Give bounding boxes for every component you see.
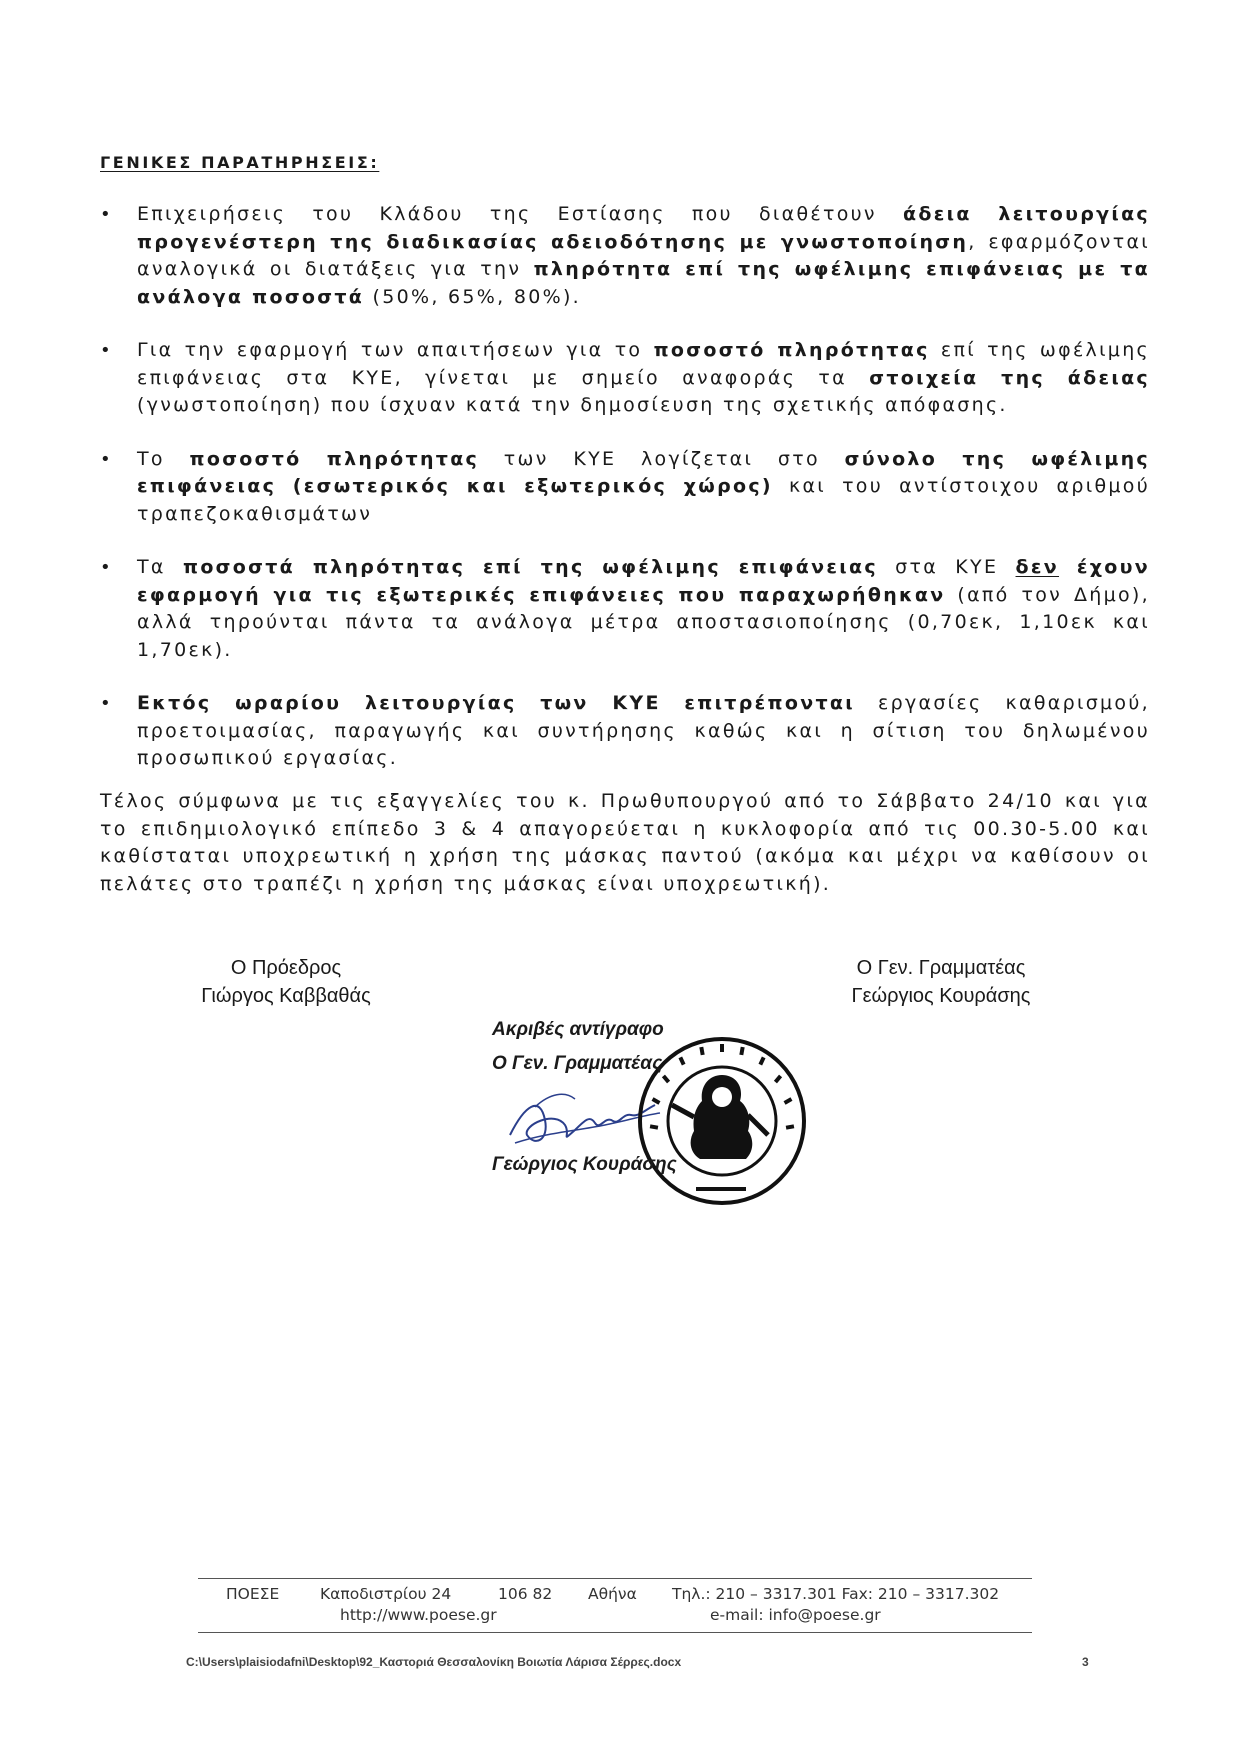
bullet-text-run: πληρότητα επί της ωφέλιμης επιφάνειας με τα ανάλογα ποσοστά [137,258,1151,308]
bullet-dot: • [100,340,111,361]
president-role: Ο Πρόεδρος [230,957,342,979]
bullet-dot: • [100,448,111,470]
bullet-text-run: και του αντίστοιχου αριθμού τραπεζοκαθισμάτων [137,475,1151,525]
bullet-text-run: ποσοστό πληρότητας [189,447,480,470]
bullet-dot: • [100,557,111,578]
section-title: ΓΕΝΙΚΕΣ ΠΑΡΑΤΗΡΗΣΕΙΣ: [100,153,380,172]
bullet-item [100,554,1150,664]
footer-address: Καποδιστρίου 24 [320,1585,452,1603]
page-number: 3 [1082,1655,1089,1669]
bullet-text-run: στα ΚΥΕ [877,556,1016,578]
bullet-text-run: Το [137,447,190,470]
bullet-dot: • [100,693,111,714]
bullet-text-run: στοιχεία της άδειας [869,366,1150,389]
certified-copy-role: Ο Γεν. Γραμματέας [492,1053,663,1074]
footer-city: Αθήνα [588,1585,637,1603]
bullet-item [100,446,1150,529]
file-path: C:\Users\plaisiodafni\Desktop\92_Καστοριά Θεσσαλονίκη Βοιωτία Λάρισα Σέρρες.docx [186,1655,682,1669]
bullet-text-run: Για την εφαρμογή των απαιτήσεων για το [137,339,654,361]
bullet-dot: • [100,204,111,225]
bullet-item [100,690,1150,773]
bullet-text-run: δεν [1015,556,1060,578]
bullet-text-run: Τα [137,556,183,578]
president-name: Γιώργος Καββαθάς [201,985,371,1007]
bullet-text-run: άδεια λειτουργίας προγενέστερη της διαδικασίας αδειοδότησης με γνωστοποίηση [137,203,1150,253]
bullet-text-run: επί της ωφέλιμης επιφάνειας στα ΚΥΕ, γίνεται με σημείο αναφοράς τα [137,339,1150,389]
footer-org: ΠΟΕΣΕ [226,1585,280,1603]
footer-postcode: 106 82 [498,1585,553,1603]
bullet-text-run: σύνολο της ωφέλιμης επιφάνειας (εσωτερικός και εξωτερικός χώρος) [137,447,1150,497]
bullet-item [100,201,1150,311]
bullet-text-run: , εφαρμόζονται αναλογικά οι διατάξεις για την [137,230,1150,280]
bullet-text-run: ποσοστό πληρότητας [653,339,930,361]
certified-copy-block [492,1013,677,1175]
footer-website[interactable]: http://www.poese.gr [340,1606,497,1624]
bullet-text-run: (γνωστοποίηση) που ίσχυαν κατά την δημοσίευση της σχετικής απόφασης. [137,394,1008,416]
footer-phone-fax: Τηλ.: 210 – 3317.301 Fax: 210 – 3317.302 [672,1585,1000,1603]
bullet-text-run: εργασίες καθαρισμού, προετοιμασίας, παραγωγής και συντήρησης καθώς και η σίτιση του δηλωμένου προσωπικού εργασίας. [137,692,1150,769]
bullet-text-run: έχουν εφαρμογή για τις εξωτερικές επιφάνειες που παραχωρήθηκαν [137,556,1150,606]
bullet-text-run: (50%, 65%, 80%). [364,285,582,308]
bullet-text-run: ποσοστά πληρότητας επί της ωφέλιμης επιφάνειας [182,556,878,578]
bullet-text-run: (από τον Δήμο), αλλά τηρούνται πάντα τα ανάλογα μέτρα αποστασιοποίησης (0,70εκ, 1,10εκ και 1,70εκ). [137,583,1150,661]
footer-email[interactable]: e-mail: info@poese.gr [710,1606,881,1624]
bullet-text-run: Εκτός ωραρίου λειτουργίας των ΚΥΕ επιτρέπονται [137,692,855,714]
bullet-item [100,337,1150,420]
secretary-name: Γεώργιος Κουράσης [851,985,1031,1007]
observations-list [100,201,1150,799]
footer-bottom-rule [198,1632,1032,1633]
certified-copy-name: Γεώργιος Κουράσης [492,1154,677,1175]
president-signature-block [126,954,446,1010]
secretary-role: Ο Γεν. Γραμματέας [856,957,1026,979]
closing-paragraph: Τέλος σύμφωνα με τις εξαγγελίες του κ. Πρωθυπουργού από το Σάββατο 24/10 και για το επιδημιολογικό επίπεδο 3 & 4 απαγορεύεται η κυκλοφορία από τις 00.30-5.00 και καθίσταται υποχρεωτική η χρήση της μάσκας παντού (ακόμα και μέχρι να καθίσουν οι πελάτες στο τραπέζι η χρήση της μάσκας είναι υποχρεωτική). [100,790,1150,895]
bullet-text-run: Επιχειρήσεις του Κλάδου της Εστίασης που διαθέτουν [137,203,904,225]
secretary-signature-block [781,954,1101,1010]
bullet-text-run: των ΚΥΕ λογίζεται στο [479,447,845,470]
certified-copy-label: Ακριβές αντίγραφο [492,1019,664,1040]
footer-top-rule [198,1578,1032,1579]
